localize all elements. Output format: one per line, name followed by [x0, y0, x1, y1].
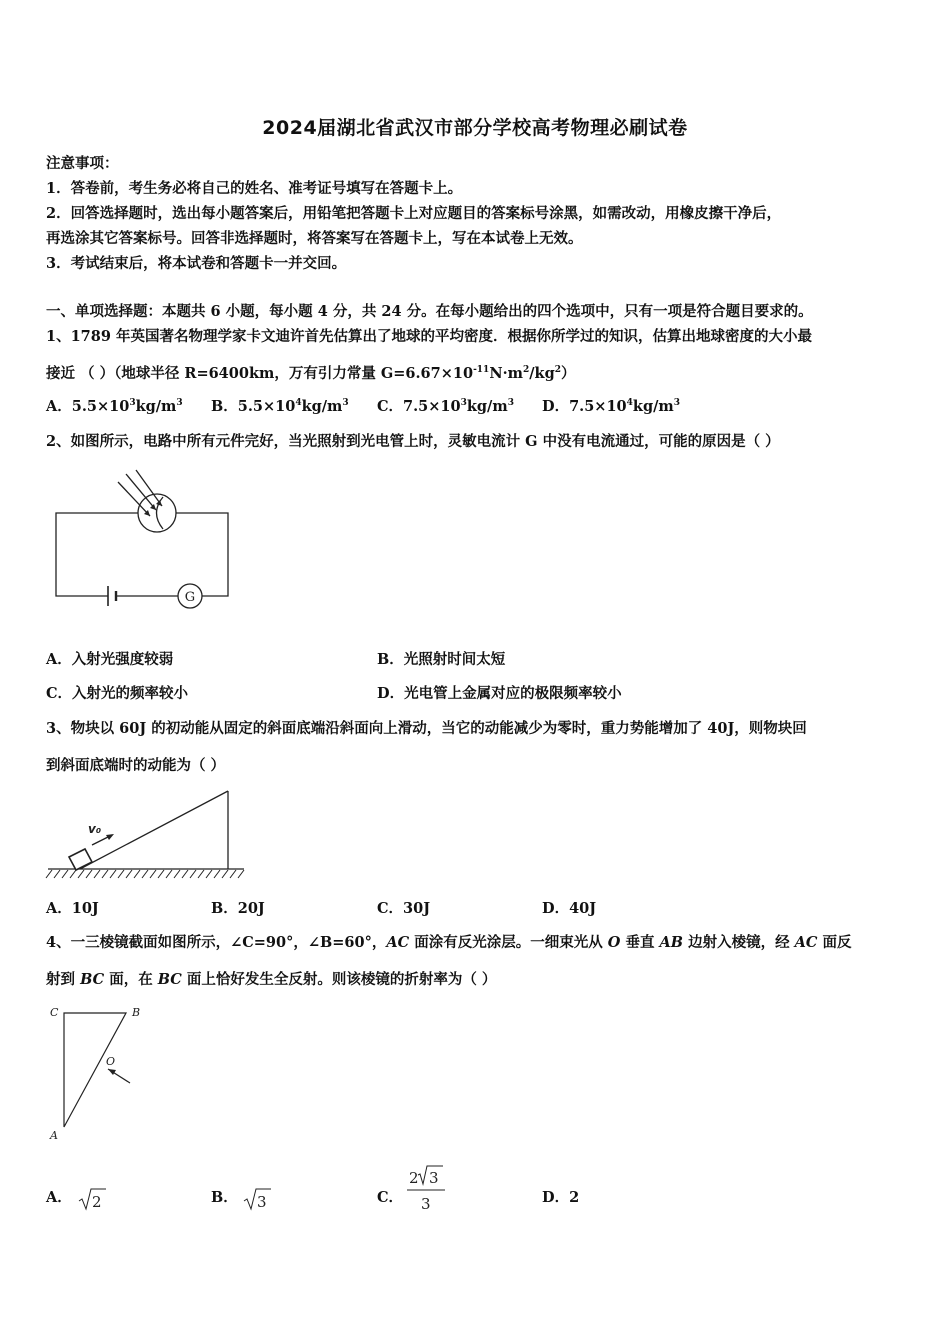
q3-option-b[interactable]: B．20J	[211, 900, 265, 917]
q3-text-line2: 到斜面底端时的动能为（ ）	[46, 757, 226, 774]
notice-item-2-cont: 再选涂其它答案标号。回答非选择题时，将答案写在答题卡上，写在本试卷上无效。	[46, 230, 583, 247]
q3-option-d[interactable]: D．40J	[542, 900, 597, 917]
page-title: 2024届湖北省武汉市部分学校高考物理必刷试卷	[262, 117, 688, 139]
q4-option-a-sqrt	[78, 1185, 108, 1215]
svg-text:2: 2	[92, 1193, 102, 1211]
q4-text-line2: 射到 BC 面，在 BC 面上恰好发生全反射。则该棱镜的折射率为（ ）	[46, 971, 497, 988]
galvanometer-label: G	[184, 590, 196, 605]
q1-option-d[interactable]: D．$7.5\times 10^4kg/m^3$	[542, 398, 680, 415]
q4-text-line1: 4、一三棱镜截面如图所示，∠C=90°，∠B=60°，AC 面涂有反光涂层。一细束光从 O 垂直 AB 边射入棱镜，经 AC 面反	[46, 934, 852, 951]
notice-item-2: 2．回答选择题时，选出每小题答案后，用铅笔把答题卡上对应题目的答案标号涂黑，如需改动，用橡皮擦干净后，	[46, 205, 782, 222]
q4-option-d[interactable]: D．2	[542, 1189, 580, 1206]
q4-option-a[interactable]: A．	[46, 1189, 72, 1206]
svg-text:2: 2	[409, 1169, 419, 1187]
q4-prism-diagram	[44, 1003, 154, 1143]
vertex-label-c: C	[50, 1006, 59, 1019]
q1-option-b[interactable]: B．$5.5\times 10^4kg/m^3$	[211, 398, 349, 415]
svg-text:3: 3	[429, 1169, 439, 1187]
q3-option-c[interactable]: C．30J	[377, 900, 431, 917]
q2-option-b[interactable]: B．光照射时间太短	[377, 651, 506, 668]
q4-option-c[interactable]: C．	[377, 1189, 404, 1206]
q3-text-line1: 3、物块以 60J 的初动能从固定的斜面底端沿斜面向上滑动，当它的动能减少为零时，重力势能增加了 40J，则物块回	[46, 720, 807, 737]
notice-item-3: 3．考试结束后，将本试卷和答题卡一并交回。	[46, 255, 347, 272]
velocity-label: v₀	[88, 822, 102, 836]
q2-circuit-diagram	[50, 470, 240, 610]
q2-option-c[interactable]: C．入射光的频率较小	[46, 685, 189, 702]
q3-incline-diagram	[44, 785, 249, 885]
svg-text:3: 3	[421, 1195, 431, 1213]
notice-heading: 注意事项：	[46, 155, 119, 172]
q1-text-line1: 1、1789 年英国著名物理学家卡文迪许首先估算出了地球的平均密度．根据你所学过的知识，估算出地球密度的大小最	[46, 328, 812, 345]
svg-text:3: 3	[257, 1193, 267, 1211]
sliding-block	[69, 849, 92, 870]
q1-option-c[interactable]: C．$7.5\times 10^3kg/m^3$	[377, 398, 514, 415]
q1-option-a[interactable]: A．$5.5\times 10^3kg/m^3$	[46, 398, 183, 415]
notice-item-1: 1．答卷前，考生务必将自己的姓名、准考证号填写在答题卡上。	[46, 180, 463, 197]
q3-option-a[interactable]: A．10J	[46, 900, 99, 917]
q4-option-b-sqrt	[243, 1185, 273, 1215]
q4-option-c-fraction	[405, 1163, 449, 1217]
q1-text-line2: 接近 （ ）（地球半径 R=6400km，万有引力常量 $G=6.67\times 10^{-11}N\cdot m^2/kg^2$）	[46, 365, 576, 382]
q2-option-d[interactable]: D．光电管上金属对应的极限频率较小	[377, 685, 622, 702]
point-label-o: O	[106, 1055, 116, 1068]
vertex-label-b: B	[132, 1006, 141, 1019]
section-heading: 一、单项选择题：本题共 6 小题，每小题 4 分，共 24 分。在每小题给出的四个选项中，只有一项是符合题目要求的。	[46, 303, 813, 320]
q4-option-b[interactable]: B．	[211, 1189, 238, 1206]
vertex-label-a: A	[50, 1129, 58, 1142]
q2-text: 2、如图所示，电路中所有元件完好，当光照射到光电管上时，灵敏电流计 G 中没有电流通过，可能的原因是（ ）	[46, 433, 780, 450]
q2-option-a[interactable]: A．入射光强度较弱	[46, 651, 174, 668]
